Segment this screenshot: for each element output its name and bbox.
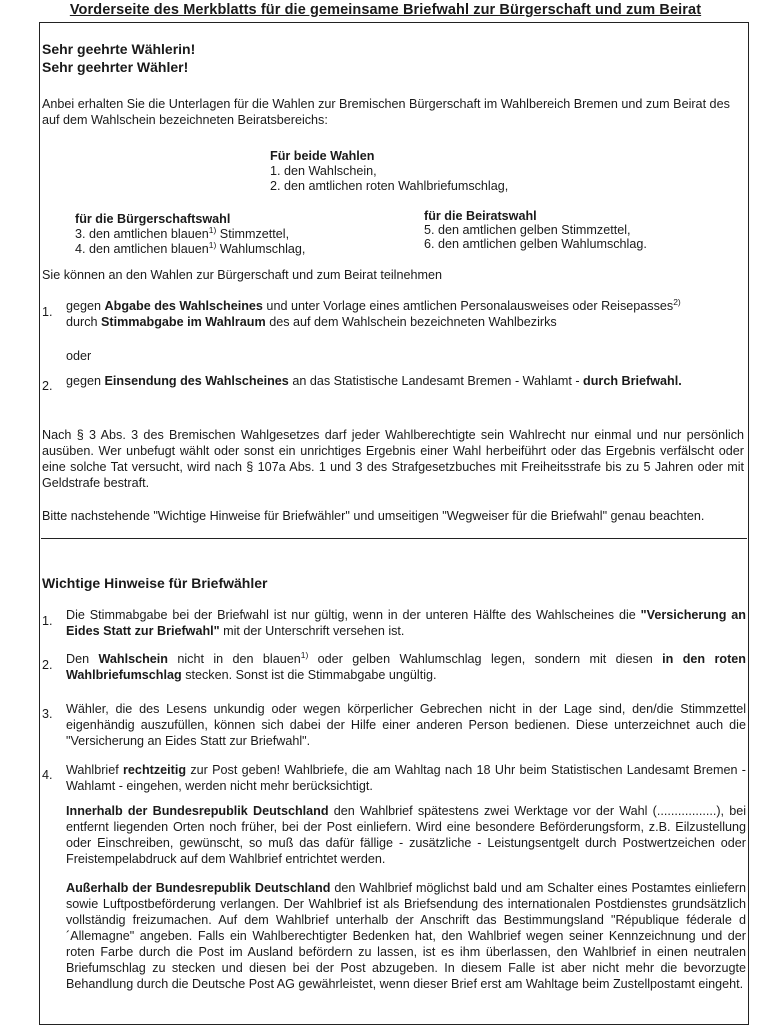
option-1-text: gegen Abgabe des Wahlscheines und unter Vorlage eines amtlichen Personalausweises oder Reisepasses$^{2)}$ durch Stimmabgabe im Wahlraum des auf dem Wahlschein bezeichneten Wahlbezirks — [66, 297, 681, 329]
beirat-item-5: 5. den amtlichen gelben Stimmzettel, — [424, 223, 631, 237]
hint-2-text: Den Wahlschein nicht in den blauen$^{1)}$ oder gelben Wahlumschlag legen, sondern mit diesen in den roten Wahlbriefumschlag stecken. Sonst ist die Stimmabgabe ungültig. — [66, 650, 746, 682]
buergerschaft-item-3: 3. den amtlichen blauen$^{1)}$ Stimmzettel, — [75, 225, 290, 241]
buergerschaft-heading: für die Bürgerschaftswahl — [75, 212, 231, 226]
both-item-1: 1. den Wahlschein, — [270, 164, 377, 178]
section-divider — [41, 538, 747, 539]
note-text: Bitte nachstehende "Wichtige Hinweise für Briefwähler" und umseitigen "Wegweiser für die Briefwahl" genau beachten. — [42, 509, 705, 523]
beirat-item-6: 6. den amtlichen gelben Wahlumschlag. — [424, 237, 647, 251]
beirat-heading: für die Beiratswahl — [424, 209, 537, 223]
hints-heading: Wichtige Hinweise für Briefwähler — [42, 575, 268, 591]
hint-1-text: Die Stimmabgabe bei der Briefwahl ist nur gültig, wenn in der unteren Hälfte des Wahlscheines die "Versicherung an Eides Statt zur Briefwahl" mit der Unterschrift versehen ist. — [66, 608, 746, 638]
oder-text: oder — [66, 349, 92, 363]
footnote-marker: 1) — [208, 240, 217, 250]
option-2-number: 2. — [42, 379, 53, 393]
option-2-text: gegen Einsendung des Wahlscheines an das Statistische Landesamt Bremen - Wahlamt - durch Briefwahl. — [66, 374, 682, 388]
option-1-number: 1. — [42, 305, 53, 319]
hint-1-number: 1. — [42, 614, 53, 628]
hint-4-text: Wahlbrief rechtzeitig zur Post geben! Wahlbriefe, die am Wahltag nach 18 Uhr beim Statistischen Landesamt Bremen - Wahlamt - eingehen, werden nicht mehr berücksichtigt. — [66, 763, 746, 793]
intro-paragraph: Anbei erhalten Sie die Unterlagen für die Wahlen zur Bremischen Bürgerschaft im Wahlbereich Bremen und zum Beirat des auf dem Wahlschein bezeichneten Beiratsbereichs: — [42, 97, 730, 127]
both-item-2: 2. den amtlichen roten Wahlbriefumschlag, — [270, 179, 509, 193]
buergerschaft-item-4: 4. den amtlichen blauen$^{1)}$ Wahlumschlag, — [75, 240, 306, 256]
footnote-marker: 2) — [673, 297, 681, 307]
law-paragraph: Nach § 3 Abs. 3 des Bremischen Wahlgesetzes darf jeder Wahlberechtigte sein Wahlrecht nur einmal und nur persönlich ausüben. Wer unbefugt wählt oder sonst ein unrichtiges Ergebnis einer Wahl herbeiführt oder das Ergebnis verfälscht oder eine solche Tat versucht, wird nach § 107a Abs. 1 und 3 des Strafgesetzbuches mit Freiheitsstrafe bis zu 5 Jahren oder mit Geldstrafe bestraft. — [42, 428, 744, 490]
participate-text: Sie können an den Wahlen zur Bürgerschaft und zum Beirat teilnehmen — [42, 268, 442, 282]
hint-3-number: 3. — [42, 707, 53, 721]
document-title: Vorderseite des Merkblatts für die gemeinsame Briefwahl zur Bürgerschaft und zum Beirat — [69, 2, 702, 18]
salutation-1: Sehr geehrte Wählerin! — [42, 41, 196, 57]
hint-3-text: Wähler, die des Lesens unkundig oder wegen körperlicher Gebrechen nicht in der Lage sind, den/die Stimmzettel eigenhändig auszufüllen, können sich dabei der Hilfe einer anderen Person bedienen. Diese unterzeichnet auch die "Versicherung an Eides Statt zur Briefwahl". — [66, 702, 746, 748]
ausland-paragraph: Außerhalb der Bundesrepublik Deutschland den Wahlbrief möglichst bald und am Schalter eines Postamtes einliefern sowie Luftpostbeförderung verlangen. Der Wahlbrief ist als Briefsendung des internationalen Postdienstes grundsätzlich vollständig freizumachen. Auf dem Wahlbrief unterhalb der Anschrift das Bestimmungsland "République féderale d´Allemagne" angeben. Falls ein Wahlberechtigter Bedenken hat, den Wahlbrief wegen seiner Kennzeichnung und der roten Farbe durch die Post im Ausland befördern zu lassen, ist es ihm überlassen, den Wahlbrief in einen neutralen Briefumschlag zu stecken und diesen bei der Post abzugeben. In diesem Falle ist aber nicht mehr die bevorzugte Behandlung durch die Deutsche Post AG gewährleistet, wenn dieser Brief erst am Wahltage beim Zustellpostamt eingeht. — [66, 881, 746, 991]
inland-paragraph: Innerhalb der Bundesrepublik Deutschland den Wahlbrief spätestens zwei Werktage vor der Wahl (.................), bei entfernt liegenden Orten noch früher, bei der Post einliefern. Wird eine besondere Beförderungsform, z.B. Eilzustellung oder Einschreiben, gewünscht, so muß das dafür fällige - zusätzliche - Leistungsentgelt durch Postwertzeichen oder Freistempelabdruck auf dem Wahlbrief entrichtet werden. — [66, 804, 747, 866]
salutation-2: Sehr geehrter Wähler! — [42, 59, 189, 75]
footnote-marker: 1) — [208, 225, 217, 235]
hint-2-number: 2. — [42, 658, 53, 672]
both-heading: Für beide Wahlen — [270, 149, 375, 163]
footnote-marker: 1) — [300, 650, 309, 660]
hint-4-number: 4. — [42, 768, 53, 782]
